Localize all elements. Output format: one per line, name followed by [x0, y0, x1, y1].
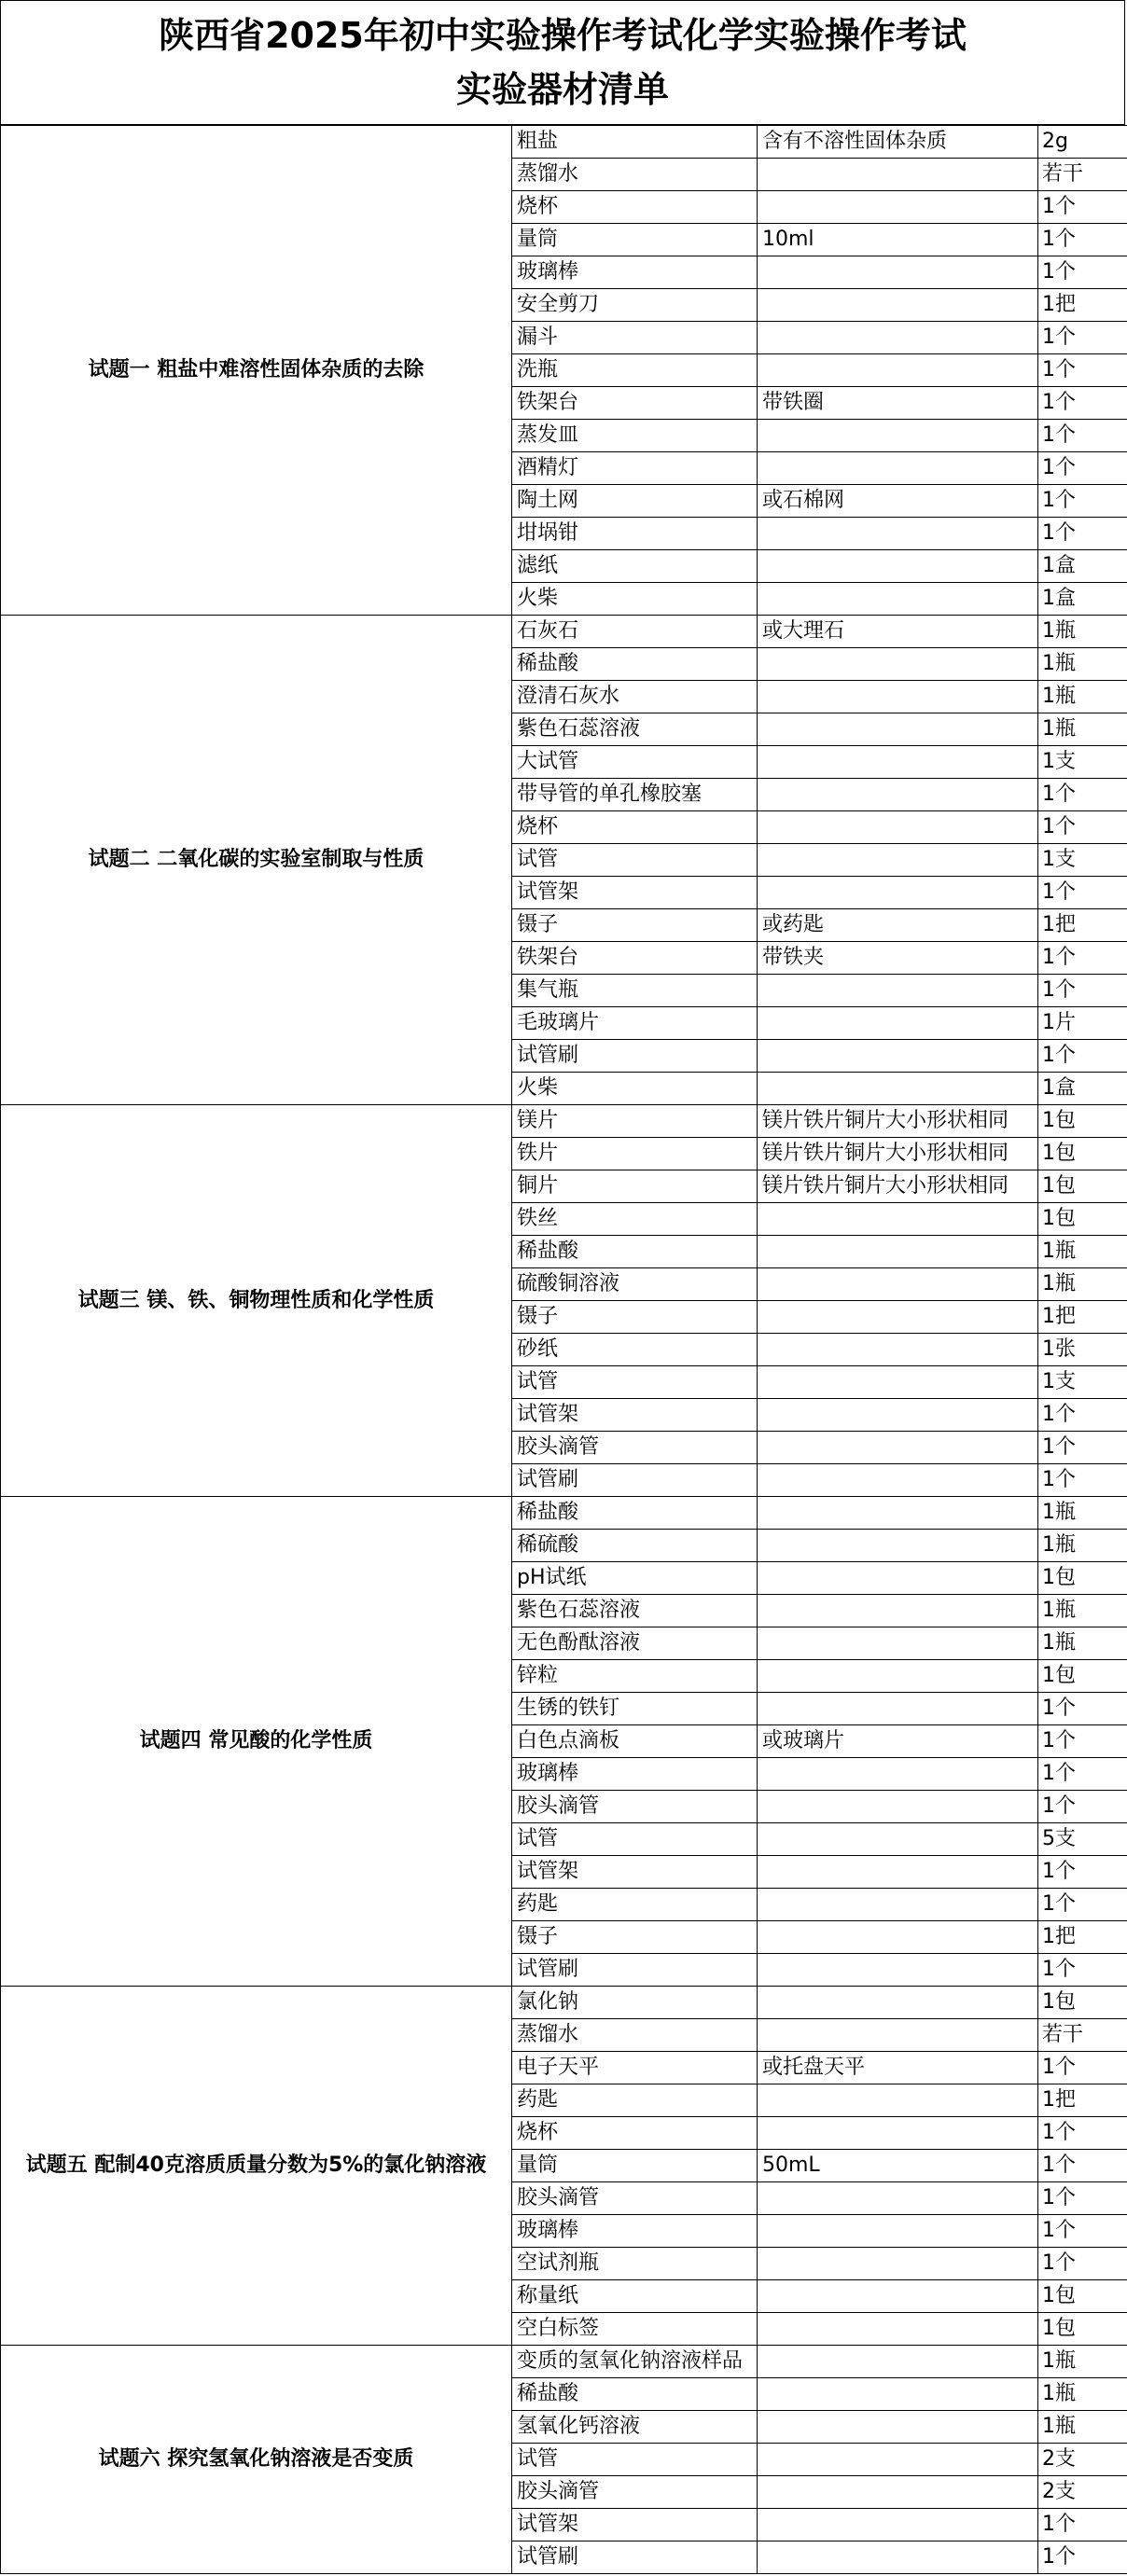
item-name-cell: 氢氧化钙溶液 [512, 2411, 758, 2444]
topic-title: 试题六 探究氢氧化钠溶液是否变质 [1, 2346, 512, 2574]
item-name-cell: 洗瓶 [512, 354, 758, 387]
item-name-cell: 稀盐酸 [512, 1236, 758, 1268]
item-note-cell [758, 1856, 1038, 1889]
item-name-cell: 胶头滴管 [512, 1791, 758, 1823]
item-name-cell: 硫酸铜溶液 [512, 1268, 758, 1301]
item-note-cell [758, 518, 1038, 550]
item-name-cell: 试管 [512, 1366, 758, 1399]
item-note-cell [758, 550, 1038, 583]
item-qty-cell: 1支 [1038, 746, 1127, 779]
item-note-cell [758, 1268, 1038, 1301]
item-qty-cell: 1瓶 [1038, 648, 1127, 681]
item-name-cell: 烧杯 [512, 811, 758, 844]
item-qty-cell: 1个 [1038, 354, 1127, 387]
item-qty-cell: 1个 [1038, 1432, 1127, 1464]
item-note-cell [758, 583, 1038, 616]
item-qty-cell: 1包 [1038, 2313, 1127, 2346]
item-note-cell [758, 1823, 1038, 1856]
item-note-cell: 带铁夹 [758, 942, 1038, 975]
item-qty-cell: 2g [1038, 126, 1127, 159]
item-qty-cell: 1个 [1038, 2215, 1127, 2248]
item-qty-cell: 1张 [1038, 1334, 1127, 1366]
item-qty-cell: 1盒 [1038, 550, 1127, 583]
item-note-cell [758, 1954, 1038, 1987]
item-qty-cell: 1瓶 [1038, 1236, 1127, 1268]
table-row [1, 1497, 1127, 1530]
item-name-cell: 稀盐酸 [512, 2378, 758, 2411]
item-name-cell: 锌粒 [512, 1660, 758, 1693]
item-name-cell: 玻璃棒 [512, 1758, 758, 1791]
item-note-cell [758, 648, 1038, 681]
item-name-cell: 试管架 [512, 2509, 758, 2541]
item-qty-cell: 1个 [1038, 2150, 1127, 2182]
item-note-cell: 或玻璃片 [758, 1725, 1038, 1758]
item-note-cell [758, 256, 1038, 289]
topic-title: 试题一 粗盐中难溶性固体杂质的去除 [1, 126, 512, 616]
item-note-cell [758, 1627, 1038, 1660]
topic-title: 试题三 镁、铁、铜物理性质和化学性质 [1, 1105, 512, 1497]
item-qty-cell: 1瓶 [1038, 681, 1127, 713]
item-note-cell [758, 1595, 1038, 1627]
item-qty-cell: 1把 [1038, 1301, 1127, 1334]
equipment-table-body [1, 126, 1127, 2574]
item-qty-cell: 1瓶 [1038, 1268, 1127, 1301]
item-note-cell [758, 2509, 1038, 2541]
item-note-cell [758, 2117, 1038, 2150]
item-qty-cell: 1个 [1038, 1856, 1127, 1889]
item-note-cell [758, 1693, 1038, 1725]
item-qty-cell: 若干 [1038, 2019, 1127, 2052]
item-name-cell: 试管刷 [512, 1040, 758, 1073]
topic-title: 试题四 常见酸的化学性质 [1, 1497, 512, 1987]
item-qty-cell: 1个 [1038, 811, 1127, 844]
table-row [1, 126, 1127, 159]
item-qty-cell: 1瓶 [1038, 2411, 1127, 2444]
item-qty-cell: 1个 [1038, 2052, 1127, 2084]
item-qty-cell: 1个 [1038, 1693, 1127, 1725]
item-name-cell: 试管 [512, 1823, 758, 1856]
item-note-cell [758, 2541, 1038, 2574]
title-block [0, 0, 1125, 125]
item-note-cell [758, 420, 1038, 452]
item-name-cell: 酒精灯 [512, 452, 758, 485]
item-name-cell: 火柴 [512, 583, 758, 616]
item-qty-cell: 1包 [1038, 1562, 1127, 1595]
item-qty-cell: 1把 [1038, 289, 1127, 322]
item-name-cell: 铜片 [512, 1170, 758, 1203]
item-note-cell [758, 159, 1038, 191]
topic-title: 试题二 二氧化碳的实验室制取与性质 [1, 616, 512, 1105]
item-name-cell: 量筒 [512, 2150, 758, 2182]
item-name-cell: 坩埚钳 [512, 518, 758, 550]
item-qty-cell: 1包 [1038, 1203, 1127, 1236]
item-name-cell: 白色点滴板 [512, 1725, 758, 1758]
item-qty-cell: 1包 [1038, 1105, 1127, 1138]
item-name-cell: 氯化钠 [512, 1987, 758, 2019]
table-row [1, 1105, 1127, 1138]
page-title: 陕西省2025年初中实验操作考试化学实验操作考试 [159, 15, 967, 56]
item-name-cell: 胶头滴管 [512, 2476, 758, 2509]
item-qty-cell: 1瓶 [1038, 713, 1127, 746]
item-name-cell: 试管 [512, 2444, 758, 2476]
item-name-cell: 紫色石蕊溶液 [512, 1595, 758, 1627]
item-note-cell [758, 1040, 1038, 1073]
item-note-cell [758, 2444, 1038, 2476]
item-name-cell: 空试剂瓶 [512, 2248, 758, 2280]
item-name-cell: 集气瓶 [512, 975, 758, 1007]
item-note-cell [758, 877, 1038, 909]
item-name-cell: 蒸馏水 [512, 159, 758, 191]
item-name-cell: 胶头滴管 [512, 2182, 758, 2215]
item-note-cell [758, 1562, 1038, 1595]
item-qty-cell: 1个 [1038, 2541, 1127, 2574]
item-qty-cell: 1个 [1038, 191, 1127, 224]
item-qty-cell: 1个 [1038, 485, 1127, 518]
item-note-cell: 10ml [758, 224, 1038, 256]
item-note-cell [758, 1889, 1038, 1921]
item-note-cell [758, 289, 1038, 322]
item-qty-cell: 1瓶 [1038, 2346, 1127, 2378]
item-note-cell [758, 2476, 1038, 2509]
item-name-cell: 漏斗 [512, 322, 758, 354]
item-note-cell [758, 1073, 1038, 1105]
item-name-cell: 带导管的单孔橡胶塞 [512, 779, 758, 811]
item-qty-cell: 1个 [1038, 518, 1127, 550]
item-qty-cell: 1个 [1038, 942, 1127, 975]
table-row [1, 2346, 1127, 2378]
item-name-cell: 铁丝 [512, 1203, 758, 1236]
item-name-cell: 生锈的铁钉 [512, 1693, 758, 1725]
item-note-cell [758, 1660, 1038, 1693]
item-qty-cell: 1盒 [1038, 583, 1127, 616]
item-name-cell: 滤纸 [512, 550, 758, 583]
item-qty-cell: 1个 [1038, 1399, 1127, 1432]
item-name-cell: 紫色石蕊溶液 [512, 713, 758, 746]
item-qty-cell: 1个 [1038, 2182, 1127, 2215]
item-qty-cell: 1个 [1038, 1954, 1127, 1987]
item-qty-cell: 1个 [1038, 420, 1127, 452]
item-note-cell: 或托盘天平 [758, 2052, 1038, 2084]
item-qty-cell: 1包 [1038, 2280, 1127, 2313]
item-note-cell [758, 1366, 1038, 1399]
item-note-cell [758, 2084, 1038, 2117]
item-note-cell [758, 2182, 1038, 2215]
item-name-cell: 粗盐 [512, 126, 758, 159]
topic-title: 试题五 配制40克溶质质量分数为5%的氯化钠溶液 [1, 1987, 512, 2346]
item-note-cell [758, 746, 1038, 779]
item-qty-cell: 1瓶 [1038, 2378, 1127, 2411]
item-note-cell [758, 322, 1038, 354]
item-name-cell: 玻璃棒 [512, 2215, 758, 2248]
item-name-cell: 无色酚酞溶液 [512, 1627, 758, 1660]
item-qty-cell: 1个 [1038, 1040, 1127, 1073]
item-note-cell: 含有不溶性固体杂质 [758, 126, 1038, 159]
item-qty-cell: 1瓶 [1038, 1627, 1127, 1660]
item-name-cell: 玻璃棒 [512, 256, 758, 289]
item-note-cell [758, 2019, 1038, 2052]
item-name-cell: 空白标签 [512, 2313, 758, 2346]
item-name-cell: 大试管 [512, 746, 758, 779]
item-note-cell [758, 2378, 1038, 2411]
item-qty-cell: 1支 [1038, 1366, 1127, 1399]
item-qty-cell: 1把 [1038, 909, 1127, 942]
item-name-cell: 毛玻璃片 [512, 1007, 758, 1040]
item-name-cell: 量筒 [512, 224, 758, 256]
table-row [1, 616, 1127, 648]
item-qty-cell: 1包 [1038, 1987, 1127, 2019]
item-name-cell: 试管刷 [512, 1954, 758, 1987]
item-name-cell: 试管 [512, 844, 758, 877]
item-qty-cell: 1支 [1038, 844, 1127, 877]
item-note-cell [758, 2346, 1038, 2378]
item-name-cell: 稀盐酸 [512, 1497, 758, 1530]
item-name-cell: 试管架 [512, 1856, 758, 1889]
item-qty-cell: 2支 [1038, 2476, 1127, 2509]
item-name-cell: pH试纸 [512, 1562, 758, 1595]
item-name-cell: 安全剪刀 [512, 289, 758, 322]
item-qty-cell: 1个 [1038, 1758, 1127, 1791]
item-qty-cell: 1个 [1038, 1464, 1127, 1497]
item-qty-cell: 1个 [1038, 2248, 1127, 2280]
item-name-cell: 石灰石 [512, 616, 758, 648]
item-name-cell: 试管架 [512, 877, 758, 909]
item-name-cell: 药匙 [512, 1889, 758, 1921]
item-name-cell: 澄清石灰水 [512, 681, 758, 713]
item-note-cell [758, 2248, 1038, 2280]
item-name-cell: 稀盐酸 [512, 648, 758, 681]
item-note-cell [758, 681, 1038, 713]
item-note-cell: 或石棉网 [758, 485, 1038, 518]
item-note-cell [758, 1334, 1038, 1366]
item-note-cell: 带铁圈 [758, 387, 1038, 420]
item-qty-cell: 1个 [1038, 1889, 1127, 1921]
item-qty-cell: 1个 [1038, 322, 1127, 354]
item-qty-cell: 1个 [1038, 2117, 1127, 2150]
item-note-cell [758, 1203, 1038, 1236]
item-name-cell: 试管刷 [512, 1464, 758, 1497]
item-note-cell [758, 844, 1038, 877]
item-name-cell: 镊子 [512, 1301, 758, 1334]
item-qty-cell: 1包 [1038, 1660, 1127, 1693]
item-name-cell: 试管架 [512, 1399, 758, 1432]
item-qty-cell: 1个 [1038, 975, 1127, 1007]
item-qty-cell: 1包 [1038, 1170, 1127, 1203]
item-note-cell [758, 452, 1038, 485]
item-note-cell [758, 1987, 1038, 2019]
item-note-cell [758, 1497, 1038, 1530]
item-note-cell: 镁片铁片铜片大小形状相同 [758, 1170, 1038, 1203]
item-name-cell: 火柴 [512, 1073, 758, 1105]
item-name-cell: 铁架台 [512, 942, 758, 975]
item-name-cell: 镁片 [512, 1105, 758, 1138]
item-qty-cell: 1个 [1038, 452, 1127, 485]
item-note-cell: 或药匙 [758, 909, 1038, 942]
item-qty-cell: 1瓶 [1038, 1530, 1127, 1562]
item-note-cell [758, 2215, 1038, 2248]
item-name-cell: 砂纸 [512, 1334, 758, 1366]
item-name-cell: 陶土网 [512, 485, 758, 518]
item-qty-cell: 1盒 [1038, 1073, 1127, 1105]
table-row [1, 1987, 1127, 2019]
item-qty-cell: 若干 [1038, 159, 1127, 191]
item-name-cell: 药匙 [512, 2084, 758, 2117]
item-qty-cell: 1片 [1038, 1007, 1127, 1040]
item-qty-cell: 1个 [1038, 1725, 1127, 1758]
item-note-cell [758, 2411, 1038, 2444]
item-name-cell: 烧杯 [512, 191, 758, 224]
item-qty-cell: 1个 [1038, 1791, 1127, 1823]
item-qty-cell: 1个 [1038, 224, 1127, 256]
item-note-cell [758, 2280, 1038, 2313]
item-name-cell: 铁架台 [512, 387, 758, 420]
item-name-cell: 烧杯 [512, 2117, 758, 2150]
item-qty-cell: 1把 [1038, 2084, 1127, 2117]
item-note-cell [758, 354, 1038, 387]
item-name-cell: 镊子 [512, 909, 758, 942]
item-qty-cell: 5支 [1038, 1823, 1127, 1856]
item-name-cell: 电子天平 [512, 2052, 758, 2084]
item-name-cell: 稀硫酸 [512, 1530, 758, 1562]
item-name-cell: 镊子 [512, 1921, 758, 1954]
item-note-cell [758, 811, 1038, 844]
item-note-cell [758, 1007, 1038, 1040]
item-note-cell: 镁片铁片铜片大小形状相同 [758, 1138, 1038, 1170]
item-note-cell [758, 191, 1038, 224]
item-qty-cell: 1个 [1038, 256, 1127, 289]
item-qty-cell: 1包 [1038, 1138, 1127, 1170]
item-note-cell [758, 713, 1038, 746]
item-qty-cell: 1把 [1038, 1921, 1127, 1954]
item-note-cell [758, 1921, 1038, 1954]
item-note-cell [758, 1236, 1038, 1268]
item-note-cell: 镁片铁片铜片大小形状相同 [758, 1105, 1038, 1138]
item-qty-cell: 1个 [1038, 387, 1127, 420]
item-note-cell: 或大理石 [758, 616, 1038, 648]
item-qty-cell: 1个 [1038, 779, 1127, 811]
item-note-cell [758, 2313, 1038, 2346]
item-name-cell: 试管刷 [512, 2541, 758, 2574]
item-note-cell [758, 975, 1038, 1007]
item-note-cell [758, 1758, 1038, 1791]
item-note-cell [758, 1399, 1038, 1432]
item-note-cell [758, 1301, 1038, 1334]
item-name-cell: 称量纸 [512, 2280, 758, 2313]
item-note-cell [758, 779, 1038, 811]
item-qty-cell: 1瓶 [1038, 1497, 1127, 1530]
item-qty-cell: 1个 [1038, 877, 1127, 909]
item-qty-cell: 2支 [1038, 2444, 1127, 2476]
item-name-cell: 蒸发皿 [512, 420, 758, 452]
equipment-table [0, 125, 1127, 2574]
item-qty-cell: 1个 [1038, 2509, 1127, 2541]
item-name-cell: 铁片 [512, 1138, 758, 1170]
item-qty-cell: 1瓶 [1038, 616, 1127, 648]
item-note-cell [758, 1464, 1038, 1497]
item-name-cell: 胶头滴管 [512, 1432, 758, 1464]
item-name-cell: 蒸馏水 [512, 2019, 758, 2052]
item-note-cell: 50mL [758, 2150, 1038, 2182]
item-note-cell [758, 1791, 1038, 1823]
page-subtitle: 实验器材清单 [455, 69, 669, 110]
item-qty-cell: 1瓶 [1038, 1595, 1127, 1627]
item-name-cell: 变质的氢氧化钠溶液样品 [512, 2346, 758, 2378]
item-note-cell [758, 1432, 1038, 1464]
item-note-cell [758, 1530, 1038, 1562]
